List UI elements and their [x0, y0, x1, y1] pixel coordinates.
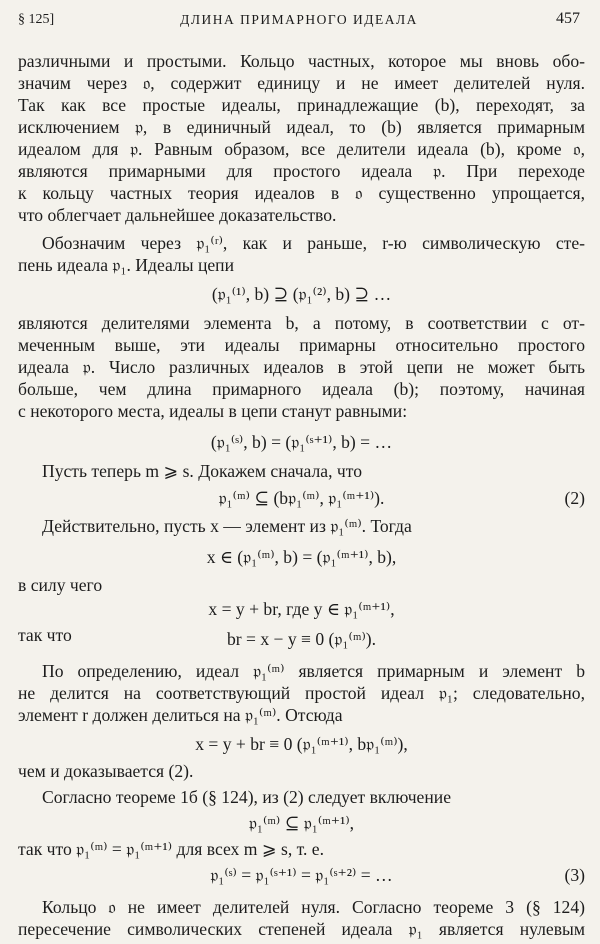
text-line: являются делителями элемента b, а потому, в соответствии с от-	[18, 313, 585, 333]
text-line: Пусть теперь m ⩾ s. Докажем сначала, что	[42, 461, 363, 481]
text-line: элемент r должен делиться на 𝔭₁⁽ᵐ⁾. Отсюда	[18, 705, 343, 725]
text-line: так что 𝔭₁⁽ᵐ⁾ = 𝔭₁⁽ᵐ⁺¹⁾ для всех m ⩾ s, т. е.	[18, 839, 324, 859]
text-line: меченным выше, эти идеалы примарны относительно простого	[18, 335, 585, 355]
text-line: различными и простыми. Кольцо частных, которое мы вновь обо-	[18, 51, 585, 71]
text-line: чем и доказывается (2).	[18, 761, 194, 781]
text-line: Кольцо 𝔬 не имеет делителей нуля. Согласно теореме 3 (§ 124)	[42, 897, 585, 917]
text-line: значим через 𝔬, содержит единицу и не имеет делителей нуля.	[18, 73, 585, 93]
text-line: идеалом для 𝔭. Равным образом, все делители идеала (b), кроме 𝔬,	[18, 139, 585, 159]
equation: br = x − y ≡ 0 (𝔭₁⁽ᵐ⁾).	[226, 629, 377, 649]
equation: 𝔭₁⁽ᵐ⁾ ⊆ (b𝔭₁⁽ᵐ⁾, 𝔭₁⁽ᵐ⁺¹⁾). (2)	[218, 488, 585, 508]
text-line: что облегчает дальнейшее доказательство.	[18, 205, 337, 225]
text-line: в силу чего	[18, 575, 103, 595]
equation: x ∈ (𝔭₁⁽ᵐ⁾, b) = (𝔭₁⁽ᵐ⁺¹⁾, b),	[206, 547, 397, 567]
text-line: с некоторого места, идеалы в цепи станут равными:	[18, 401, 408, 421]
text-line: Действительно, пусть x — элемент из 𝔭₁⁽ᵐ⁾. Тогда	[42, 516, 412, 536]
equation: (𝔭₁⁽ˢ⁾, b) = (𝔭₁⁽ˢ⁺¹⁾, b) = …	[210, 432, 393, 452]
text-line: не делится на соответствующий простой идеал 𝔭₁; следовательно,	[18, 683, 585, 703]
equation-number: (3)	[564, 865, 585, 885]
equation: x = y + br, где y ∈ 𝔭₁⁽ᵐ⁺¹⁾,	[208, 599, 395, 619]
text-line: больше, чем длина примарного идеала (b); поэтому, начиная	[18, 379, 585, 399]
text-line: пересечение символических степеней идеала 𝔭₁ является нулевым	[18, 919, 585, 939]
section-ref: § 125]	[18, 12, 55, 27]
text-line: являются примарными для простого идеала 𝔭. При переходе	[18, 161, 585, 181]
text-line: пень идеала 𝔭₁. Идеалы цепи	[18, 255, 235, 275]
text-line: исключением 𝔭, в единичный идеал, то (b) является примарным	[18, 117, 585, 137]
page-number: 457	[556, 10, 580, 27]
equation: (𝔭₁⁽¹⁾, b) ⊇ (𝔭₁⁽²⁾, b) ⊇ …	[211, 284, 392, 304]
running-header	[18, 10, 580, 32]
equation-number: (2)	[564, 488, 585, 508]
text-line: Согласно теореме 1б (§ 124), из (2) следует включение	[42, 787, 452, 807]
equation: x = y + br ≡ 0 (𝔭₁⁽ᵐ⁺¹⁾, b𝔭₁⁽ᵐ⁾),	[195, 734, 408, 754]
text-line: к кольцу частных теория идеалов в 𝔬 существенно упрощается,	[18, 183, 585, 203]
equation: 𝔭₁⁽ˢ⁾ = 𝔭₁⁽ˢ⁺¹⁾ = 𝔭₁⁽ˢ⁺²⁾ = … (3)	[210, 865, 585, 885]
text-line: так что	[18, 625, 72, 645]
chapter-title: ДЛИНА ПРИМАРНОГО ИДЕАЛА	[180, 12, 418, 27]
text-line: Обозначим через 𝔭₁⁽ʳ⁾, как и раньше, r-ю символическую сте-	[42, 233, 585, 253]
equation: 𝔭₁⁽ᵐ⁾ ⊆ 𝔭₁⁽ᵐ⁺¹⁾,	[248, 813, 355, 833]
text-line: Так как все простые идеалы, принадлежащие (b), переходят, за	[18, 95, 585, 115]
text-line: идеала 𝔭. Число различных идеалов в этой цепи не может быть	[18, 357, 585, 377]
text-line: По определению, идеал 𝔭₁⁽ᵐ⁾ является примарным и элемент b	[42, 661, 585, 681]
